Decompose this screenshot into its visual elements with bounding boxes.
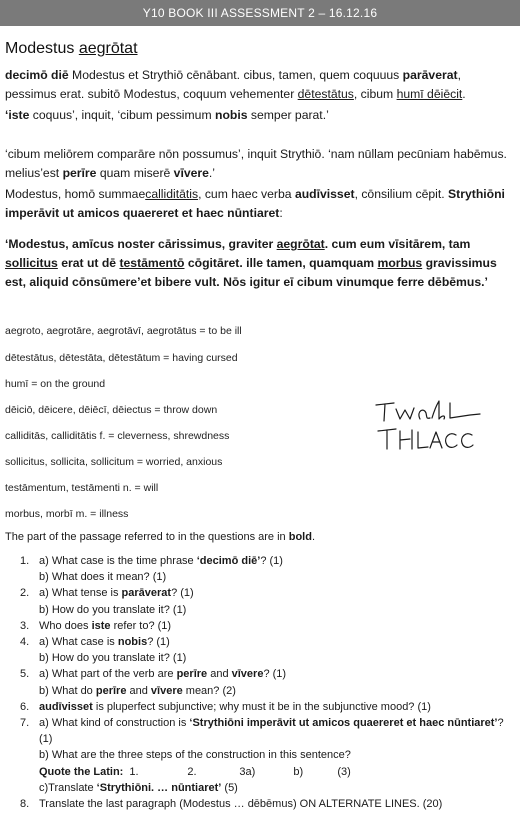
passage-paragraph-4: Modestus, homō summaecalliditātis, cum haec verba audīvisset, cōnsilium cēpit. Strythiōni imperāvit ut amicos quaereret et haec nūntiaret: <box>5 187 505 220</box>
vocab-item: dēiciō, dēicere, dēiēcī, dēiectus = throw down <box>5 404 218 416</box>
passage-title: Modestus aegrōtat <box>5 40 138 57</box>
question-7c: c)Translate ‘Strythiōni. … nūntiaret’ (5) <box>39 781 238 794</box>
quote-step: 2. <box>187 765 197 778</box>
header-title: Y10 BOOK III ASSESSMENT 2 – 16.12.16 <box>142 6 378 20</box>
instructions: The part of the passage referred to in the questions are in bold. <box>5 531 316 543</box>
question-2: 2. a) What tense is parāverat? (1) <box>20 587 194 600</box>
question-4b: b) How do you translate it? (1) <box>39 652 187 665</box>
vocab-item: testāmentum, testāmenti n. = will <box>5 482 159 494</box>
question-8: 8. Translate the last paragraph (Modestus … dēbēmus) ON ALTERNATE LINES. (20) <box>20 798 443 811</box>
questions-list <box>20 553 510 812</box>
vocab-item: sollicitus, sollicita, sollicitum = worried, anxious <box>5 456 223 468</box>
quote-step: 1. <box>129 765 139 778</box>
question-5: 5. a) What part of the verb are perīre and vīvere? (1) <box>20 668 287 681</box>
question-6: 6. audīvisset is pluperfect subjunctive; why must it be in the subjunctive mood? (1) <box>20 700 431 713</box>
question-2b: b) How do you translate it? (1) <box>39 603 187 616</box>
passage-paragraph-3: ‘cibum meliōrem comparāre nōn possumus’, inquit Strythiō. ‘nam nūllam pecūniam habēmus. melius’est perīre quam miserē vīvere.’ <box>5 147 507 180</box>
quote-step: 3a) <box>239 765 256 778</box>
vocab-item: aegroto, aegrotāre, aegrotāvī, aegrotātus = to be ill <box>5 325 242 337</box>
passage-paragraph-1: decimō diē Modestus et Strythiō cēnābant. cibus, tamen, quem coquuus parāverat, pessimus erat. subitō Modestus, coquum vehementer dētestātus, cibum humī dēiēcit. <box>5 68 466 101</box>
vocab-item: calliditās, calliditātis f. = cleverness, shrewdness <box>5 430 230 442</box>
passage-paragraph-5: ‘Modestus, amīcus noster cārissimus, graviter aegrōtat. cum eum vīsitārem, tam sollicitus erat ut dē testāmentō cōgitāret. ille tamen, quamquam morbus gravissimus est, aliquid cōnsūmere’et bibere vult. Nōs igitur eī cibum vinumque ferre dēbēmus.’ <box>5 237 497 289</box>
passage-paragraph-2: ‘iste coquus’, inquit, ‘cibum pessimum nobis semper parat.’ <box>5 108 329 122</box>
handwritten-initials <box>372 395 492 455</box>
question-7: 7. a) What kind of construction is ‘Strythiōni imperāvit ut amicos quaereret et haec nūntiaret’? (1) <box>20 717 504 746</box>
vocab-item: humī = on the ground <box>5 378 106 390</box>
question-7b: b) What are the three steps of the construction in this sentence? <box>39 749 351 762</box>
vocab-item: morbus, morbī m. = illness <box>5 508 129 520</box>
quote-step: (3) <box>337 765 351 778</box>
question-7-quote-line: Quote the Latin: 1. 2. 3a) b) (3) <box>20 764 510 780</box>
question-1b: b) What does it mean? (1) <box>39 571 167 584</box>
header-bar <box>0 0 520 26</box>
question-3: 3. Who does iste refer to? (1) <box>20 619 172 632</box>
question-1: 1. a) What case is the time phrase ‘decimō diē’? (1) <box>20 555 283 567</box>
question-5b: b) What do perīre and vīvere mean? (2) <box>39 684 236 697</box>
vocab-item: dētestātus, dētestāta, dētestātum = having cursed <box>5 352 238 364</box>
quote-step: b) <box>293 765 304 778</box>
question-4: 4. a) What case is nobis? (1) <box>20 636 170 649</box>
